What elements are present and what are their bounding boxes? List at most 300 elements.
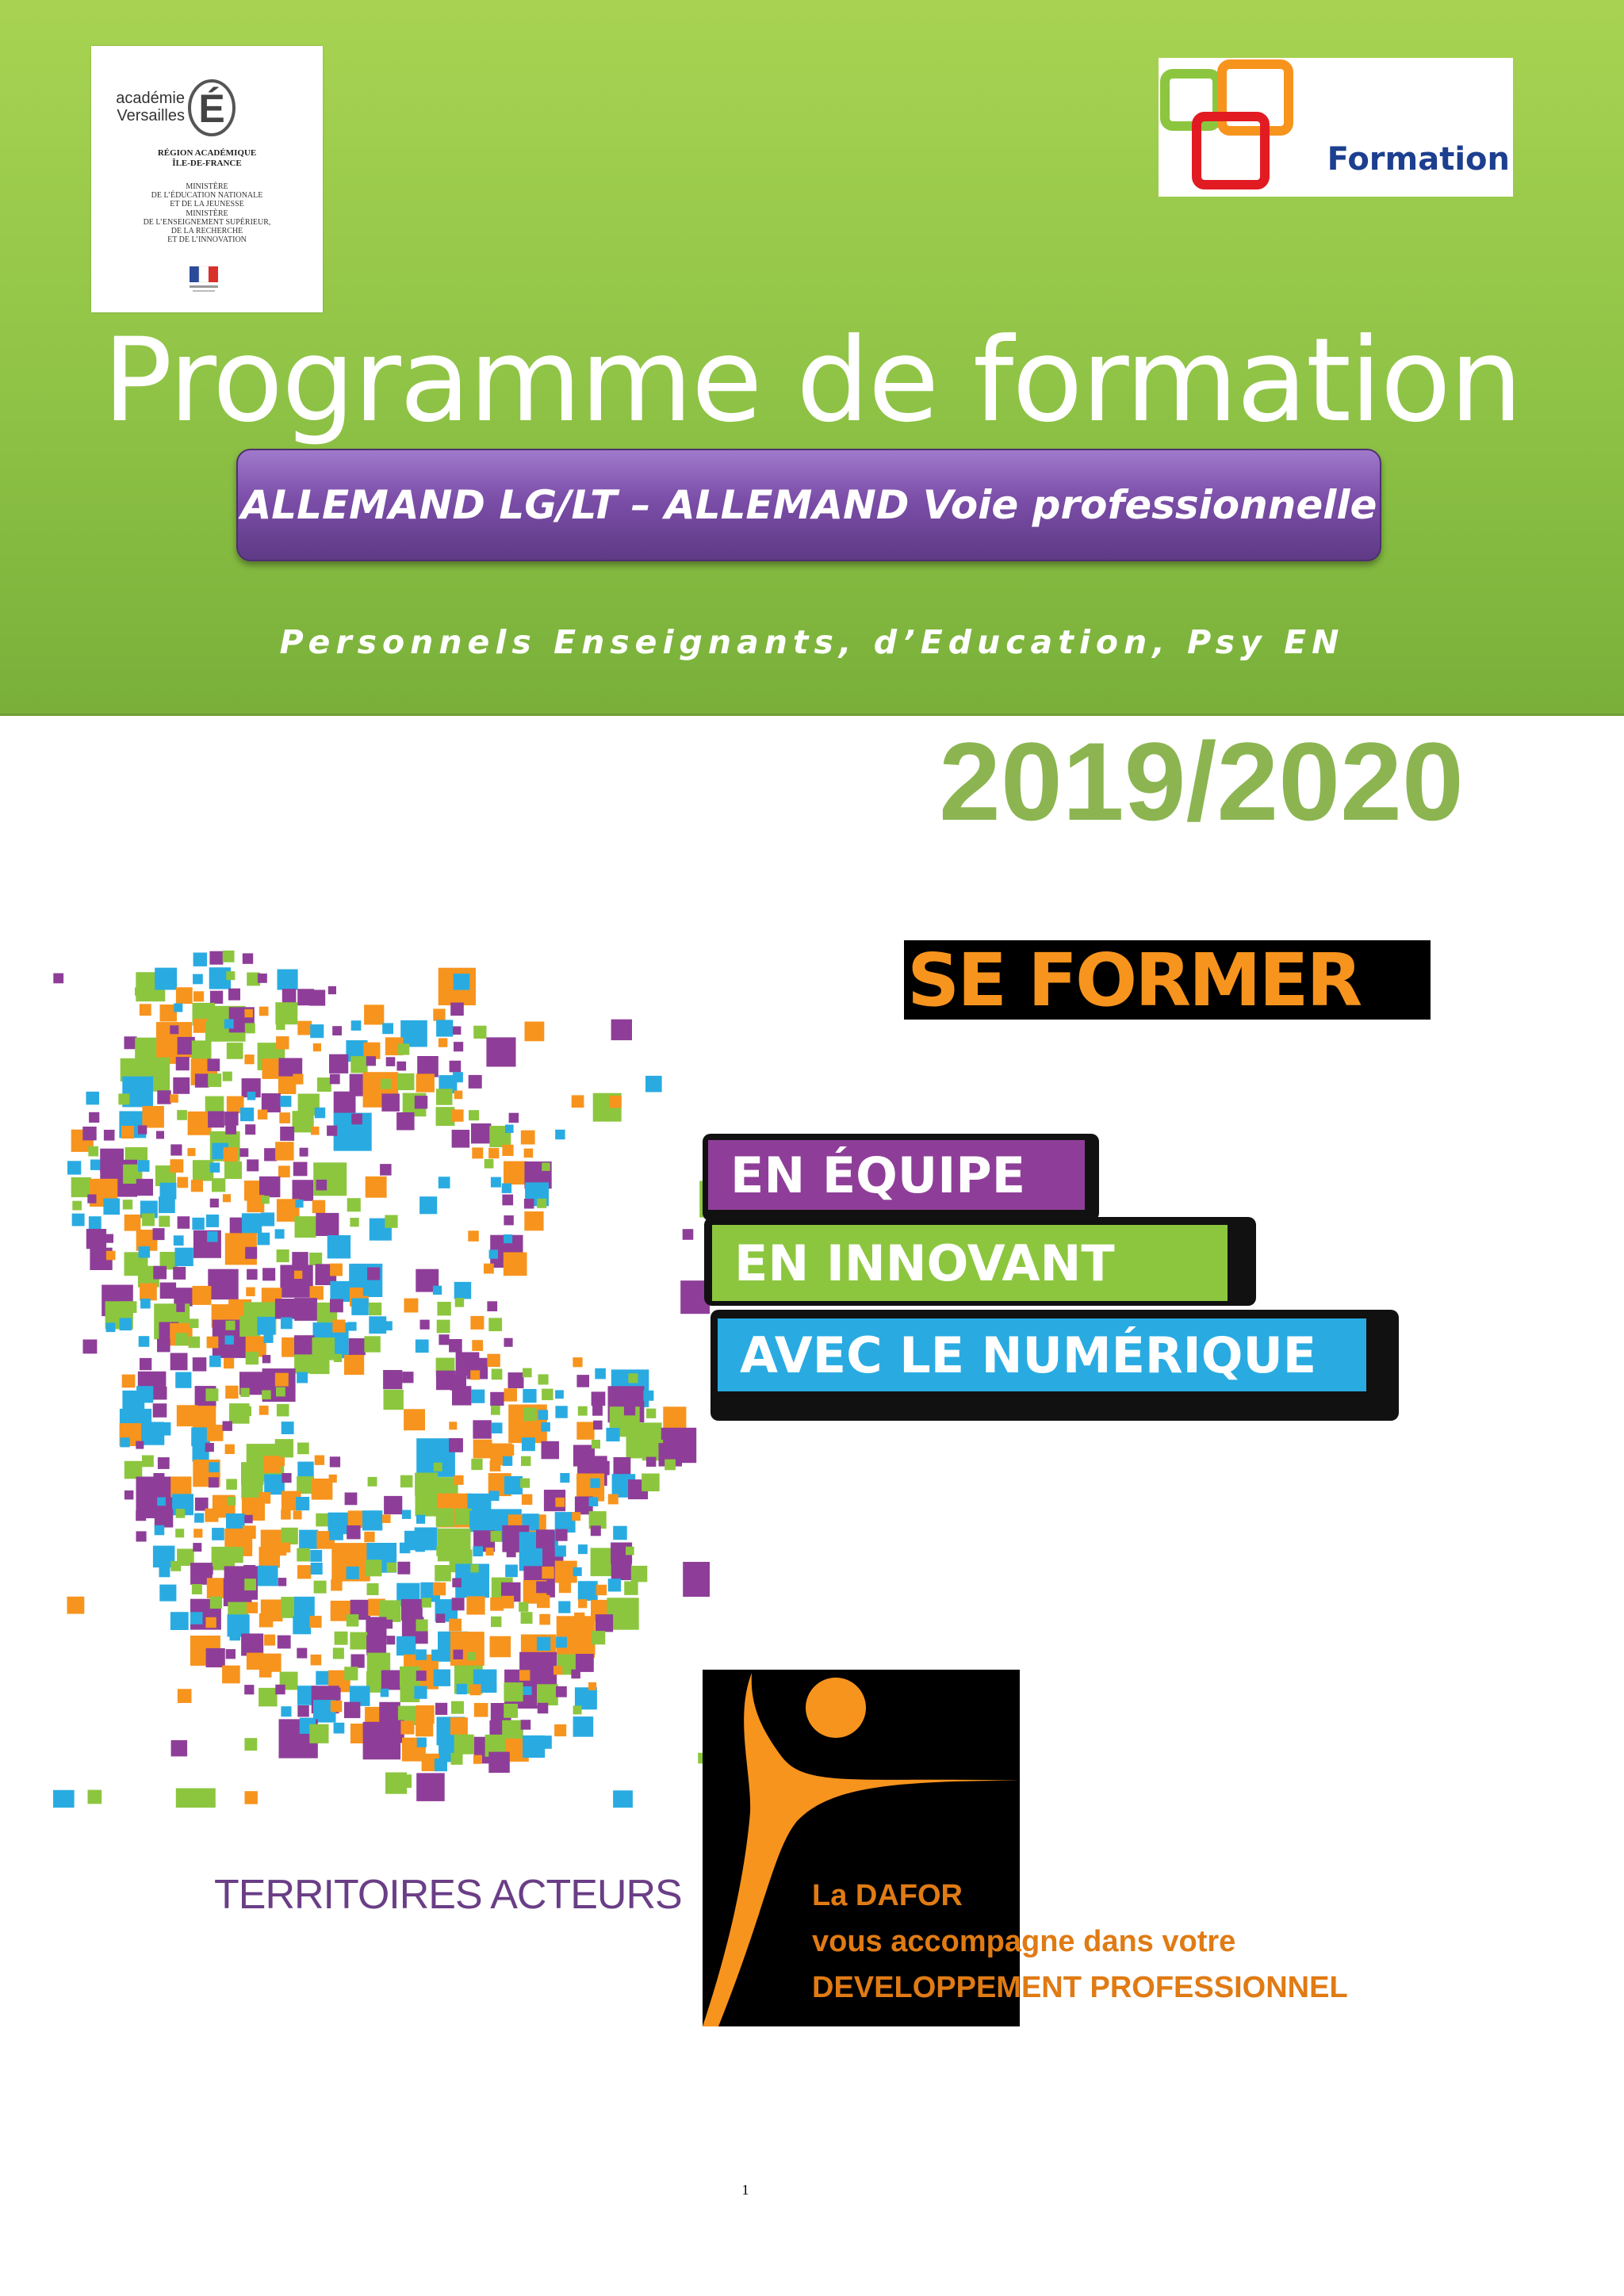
mosaic-square xyxy=(537,1595,550,1608)
mosaic-square xyxy=(452,1578,462,1588)
mosaic-square xyxy=(103,1199,120,1215)
mosaic-square xyxy=(135,1038,156,1059)
mosaic-square xyxy=(299,1530,318,1549)
mosaic-square xyxy=(608,1494,619,1505)
mosaic-square xyxy=(537,1199,546,1208)
mosaic-square xyxy=(176,987,193,1004)
mosaic-square xyxy=(264,1635,275,1646)
mosaic-square xyxy=(350,1632,367,1650)
mosaic-square xyxy=(416,1670,427,1681)
mosaic-square xyxy=(153,1473,164,1484)
mosaic-square xyxy=(400,1721,414,1735)
mosaic-square xyxy=(416,1620,428,1632)
mosaic-square xyxy=(136,1531,147,1541)
mosaic-square xyxy=(455,1298,465,1307)
mosaic-square xyxy=(297,1443,309,1455)
mosaic-square xyxy=(402,1372,413,1383)
mosaic-square xyxy=(259,1492,271,1504)
mosaic-square xyxy=(282,1422,294,1434)
mosaic-square xyxy=(246,1288,255,1296)
mosaic-square xyxy=(439,1334,449,1345)
mosaic-square xyxy=(473,1546,483,1556)
mosaic-square xyxy=(554,1724,566,1736)
logo-ministry-6: DE LA RECHERCHE xyxy=(170,227,243,235)
mosaic-square xyxy=(275,1439,293,1457)
page-number: 1 xyxy=(741,2182,749,2198)
mosaic-square xyxy=(118,1288,128,1298)
mosaic-square xyxy=(210,1199,219,1207)
mosaic-square xyxy=(344,1131,352,1138)
mosaic-square xyxy=(524,1211,543,1230)
mosaic-square xyxy=(397,1562,410,1575)
mosaic-square xyxy=(205,1388,218,1401)
mosaic-square xyxy=(223,1072,232,1081)
mosaic-square xyxy=(329,1054,348,1073)
mosaic-square xyxy=(297,1548,310,1562)
mosaic-square xyxy=(524,1149,534,1158)
mosaic-square xyxy=(452,1130,470,1148)
mosaic-square xyxy=(538,1410,549,1420)
mosaic-square xyxy=(192,1218,204,1230)
mosaic-square xyxy=(297,1021,312,1035)
mosaic-square xyxy=(449,1339,462,1353)
mosaic-square xyxy=(347,1198,361,1211)
mosaic-square xyxy=(297,1565,311,1578)
mosaic-square xyxy=(349,1338,366,1355)
mosaic-square xyxy=(489,1490,500,1501)
mosaic-square xyxy=(555,1545,566,1556)
mosaic-square xyxy=(124,1461,143,1479)
mosaic-square xyxy=(491,1406,500,1415)
mosaic-square xyxy=(280,1265,312,1298)
mosaic-square xyxy=(330,1281,350,1302)
mosaic-square xyxy=(415,1473,438,1496)
mosaic-square xyxy=(382,1514,391,1523)
mosaic-square xyxy=(490,1392,504,1406)
mosaic-square xyxy=(436,1547,446,1556)
mosaic-square xyxy=(350,1218,358,1226)
mosaic-square xyxy=(485,1159,494,1169)
mosaic-square xyxy=(193,953,207,966)
mosaic-square xyxy=(521,1131,535,1145)
mosaic-square xyxy=(176,1509,186,1518)
mosaic-square xyxy=(175,1333,188,1345)
mosaic-square xyxy=(439,1038,447,1047)
mosaic-square xyxy=(240,1388,249,1397)
mosaic-square xyxy=(171,1740,188,1757)
mosaic-square xyxy=(208,1269,238,1299)
mosaic-square xyxy=(247,1159,259,1171)
mosaic-square xyxy=(683,1562,710,1597)
mosaic-square xyxy=(542,1567,553,1578)
mosaic-square xyxy=(157,1090,170,1104)
mosaic-square xyxy=(451,1109,463,1121)
mosaic-square xyxy=(278,1636,291,1649)
mosaic-square xyxy=(419,1196,437,1214)
mosaic-square xyxy=(396,1112,414,1131)
mosaic-square xyxy=(258,1110,267,1119)
territoires-mosaic-map xyxy=(44,928,710,1808)
mosaic-square xyxy=(397,1073,414,1090)
mosaic-square xyxy=(89,1216,102,1229)
mosaic-square xyxy=(242,1213,262,1233)
mosaic-square xyxy=(106,1322,116,1332)
mosaic-square xyxy=(420,1320,430,1330)
mosaic-square xyxy=(383,1370,402,1389)
mosaic-square xyxy=(173,1077,190,1094)
mosaic-square xyxy=(509,1113,519,1123)
mosaic-square xyxy=(437,1302,450,1315)
mosaic-square xyxy=(142,1214,155,1226)
mosaic-square xyxy=(490,1636,511,1658)
mosaic-square xyxy=(293,1510,302,1519)
mosaic-square xyxy=(596,1614,613,1632)
mosaic-square xyxy=(525,1022,545,1042)
logo-region-1: RÉGION ACADÉMIQUE xyxy=(157,148,257,158)
mosaic-square xyxy=(431,1650,442,1661)
logo-ministry-7: ET DE L’INNOVATION xyxy=(167,235,247,244)
mosaic-square xyxy=(241,1633,263,1655)
mosaic-square xyxy=(384,1390,404,1410)
mosaic-square xyxy=(205,1443,214,1452)
mosaic-square xyxy=(436,1508,454,1526)
mosaic-square xyxy=(317,1077,331,1092)
mosaic-square xyxy=(282,1473,291,1483)
mosaic-square xyxy=(416,1340,429,1353)
mosaic-square xyxy=(331,1579,342,1590)
mosaic-square xyxy=(523,1408,537,1422)
mosaic-square xyxy=(67,1161,81,1174)
mosaic-square xyxy=(439,1177,450,1188)
mosaic-square xyxy=(282,1528,298,1544)
mosaic-square xyxy=(124,1036,137,1049)
mosaic-square xyxy=(261,1212,274,1226)
mosaic-square xyxy=(159,1216,170,1227)
logo-ministry-5: DE L’ENSEIGNEMENT SUPÉRIEUR, xyxy=(143,218,271,227)
mosaic-square xyxy=(558,1601,570,1613)
mosaic-square xyxy=(573,1705,582,1714)
tag-avec-le-numerique: AVEC LE NUMÉRIQUE xyxy=(718,1318,1366,1391)
mosaic-square xyxy=(576,1375,589,1387)
mosaic-square xyxy=(366,1177,387,1198)
mosaic-square xyxy=(347,1525,360,1539)
mosaic-square xyxy=(140,1284,157,1301)
mosaic-square xyxy=(347,1567,359,1579)
mosaic-square xyxy=(153,1266,167,1280)
mosaic-square xyxy=(257,1317,275,1335)
mosaic-square xyxy=(364,1532,374,1542)
mosaic-square xyxy=(380,1164,392,1176)
mosaic-square xyxy=(521,1720,531,1730)
mosaic-square xyxy=(606,1428,619,1441)
mosaic-square xyxy=(519,1670,530,1680)
mosaic-square xyxy=(277,1249,289,1262)
mosaic-square xyxy=(450,1717,468,1735)
mosaic-square xyxy=(170,1144,182,1155)
mosaic-square xyxy=(294,1298,317,1321)
mosaic-square xyxy=(245,1124,255,1135)
mosaic-square xyxy=(281,1706,291,1716)
mosaic-square xyxy=(155,968,177,990)
mosaic-square xyxy=(596,1461,610,1475)
mosaic-square xyxy=(504,1253,527,1276)
mosaic-square xyxy=(484,1264,494,1274)
mosaic-square xyxy=(453,1072,463,1082)
mosaic-square xyxy=(276,1021,285,1030)
mosaic-square xyxy=(454,1091,463,1100)
mosaic-square xyxy=(245,1791,258,1804)
mosaic-square xyxy=(155,1525,165,1536)
mosaic-square xyxy=(387,1563,397,1573)
mosaic-square xyxy=(472,1340,483,1351)
logo-academie-letter: É xyxy=(198,86,225,131)
dafor-line-2: vous accompagne dans votre xyxy=(812,1925,1236,1958)
mosaic-square xyxy=(193,974,203,985)
mosaic-square xyxy=(538,1703,549,1714)
mosaic-square xyxy=(435,1565,451,1582)
mosaic-square xyxy=(416,1515,425,1524)
mosaic-square xyxy=(89,1112,99,1123)
mosaic-square xyxy=(158,1457,170,1469)
logo-ministry-4: MINISTÈRE xyxy=(186,209,228,218)
mosaic-square xyxy=(351,1020,362,1031)
mosaic-square xyxy=(487,1301,497,1311)
mosaic-square xyxy=(624,1582,638,1595)
mosaic-square xyxy=(489,1249,498,1258)
mosaic-square xyxy=(293,1617,311,1635)
mosaic-square xyxy=(578,1599,587,1608)
mosaic-square xyxy=(416,1719,433,1736)
mosaic-square xyxy=(226,1479,237,1490)
mosaic-square xyxy=(225,1336,234,1345)
mosaic-square xyxy=(191,1180,203,1192)
mosaic-square xyxy=(350,1056,367,1073)
mosaic-square xyxy=(542,1162,550,1171)
mosaic-square xyxy=(247,1269,258,1280)
mosaic-square xyxy=(226,1649,236,1659)
mosaic-square xyxy=(212,1178,225,1192)
mosaic-square xyxy=(259,1547,281,1568)
mosaic-square xyxy=(576,1654,594,1672)
mosaic-square xyxy=(124,1490,134,1500)
mosaic-square xyxy=(416,1542,425,1552)
mosaic-square xyxy=(193,1543,201,1552)
mosaic-square xyxy=(242,1406,251,1416)
mosaic-square xyxy=(591,1525,601,1536)
mosaic-square xyxy=(454,974,470,990)
mosaic-square xyxy=(53,974,63,984)
mosaic-square xyxy=(521,1456,530,1466)
mosaic-square xyxy=(449,1619,462,1632)
mosaic-square xyxy=(281,1510,291,1520)
header-banner xyxy=(0,0,1624,716)
mosaic-square xyxy=(486,1037,515,1066)
mosaic-square xyxy=(275,1299,296,1319)
mosaic-square xyxy=(468,1652,476,1660)
mosaic-square xyxy=(230,1630,241,1641)
mosaic-square xyxy=(227,1497,236,1506)
mosaic-square xyxy=(206,1648,225,1667)
mosaic-square xyxy=(159,1585,176,1601)
mosaic-square xyxy=(416,1632,428,1644)
mosaic-square xyxy=(223,951,235,962)
mosaic-square xyxy=(247,1602,258,1613)
mosaic-square xyxy=(452,1598,465,1610)
mosaic-square xyxy=(454,1650,463,1659)
formation-logo-label: Formation xyxy=(1327,141,1510,178)
academie-versailles-logo xyxy=(91,46,323,312)
mosaic-square xyxy=(628,1373,638,1383)
mosaic-square xyxy=(556,1637,567,1648)
mosaic-square xyxy=(555,1498,565,1507)
mosaic-square xyxy=(624,1387,633,1396)
mosaic-square xyxy=(297,1462,313,1478)
mosaic-square xyxy=(381,1093,400,1112)
mosaic-square xyxy=(174,1004,182,1012)
mosaic-square xyxy=(297,1705,309,1717)
dafor-tagline xyxy=(812,1873,1348,2011)
mosaic-square xyxy=(208,1112,224,1128)
mosaic-square xyxy=(316,1513,329,1527)
mosaic-square xyxy=(297,1372,308,1383)
mosaic-square xyxy=(193,1357,206,1372)
mosaic-square xyxy=(226,971,235,980)
mosaic-square xyxy=(572,1512,580,1521)
mosaic-square xyxy=(258,974,267,983)
mosaic-square xyxy=(435,1758,447,1771)
mosaic-square xyxy=(330,1456,340,1467)
mosaic-square xyxy=(471,1123,491,1143)
mosaic-square xyxy=(210,1162,220,1173)
mosaic-square xyxy=(595,1368,606,1380)
mosaic-square xyxy=(473,1755,482,1764)
mosaic-square xyxy=(316,1671,330,1686)
mosaic-square xyxy=(259,1613,274,1628)
mosaic-square xyxy=(351,1655,365,1668)
mosaic-square xyxy=(188,1112,212,1135)
mosaic-square xyxy=(473,1440,492,1459)
mosaic-square xyxy=(228,1547,243,1563)
mosaic-square xyxy=(385,1215,397,1228)
mosaic-square xyxy=(398,1043,409,1054)
mosaic-square xyxy=(207,1231,217,1242)
mosaic-square xyxy=(264,1148,277,1161)
mosaic-square xyxy=(192,1584,202,1594)
mosaic-square xyxy=(347,1614,359,1627)
mosaic-square xyxy=(315,1456,324,1465)
mosaic-square xyxy=(309,1253,322,1265)
mosaic-square xyxy=(469,1510,491,1532)
mosaic-square xyxy=(205,1509,218,1522)
mosaic-square xyxy=(415,1096,427,1108)
mosaic-square xyxy=(240,1108,254,1121)
mosaic-square xyxy=(294,1597,315,1617)
mosaic-square xyxy=(247,1092,256,1100)
mosaic-square xyxy=(83,1340,98,1354)
mosaic-square xyxy=(520,1479,530,1488)
mosaic-square xyxy=(86,1092,100,1105)
mosaic-square xyxy=(522,1550,540,1568)
mosaic-square xyxy=(275,1229,285,1238)
mosaic-square xyxy=(560,1473,569,1483)
mosaic-square xyxy=(222,1666,240,1684)
mosaic-square xyxy=(609,1096,621,1108)
mosaic-square xyxy=(386,1636,395,1644)
mosaic-square xyxy=(434,1463,442,1471)
logo-region-2: ÎLE-DE-FRANCE xyxy=(172,159,242,168)
mosaic-square xyxy=(488,1148,499,1158)
mosaic-square xyxy=(205,1021,225,1041)
mosaic-square xyxy=(153,1228,165,1240)
mosaic-square xyxy=(244,1738,257,1751)
mosaic-square xyxy=(383,1321,393,1330)
mosaic-square xyxy=(384,1739,395,1750)
mosaic-square xyxy=(368,1477,377,1487)
mosaic-square xyxy=(502,1195,513,1206)
mosaic-square xyxy=(262,1391,271,1400)
tag-en-equipe: EN ÉQUIPE xyxy=(708,1140,1085,1210)
french-flag-icon xyxy=(190,266,218,292)
mosaic-square xyxy=(330,1299,343,1313)
mosaic-square xyxy=(258,1566,278,1586)
mosaic-square xyxy=(72,1201,82,1211)
mosaic-square xyxy=(504,1476,523,1494)
mosaic-square xyxy=(225,1123,236,1135)
mosaic-square xyxy=(315,1108,325,1118)
mosaic-square xyxy=(310,1024,324,1038)
mosaic-square xyxy=(278,970,298,990)
mosaic-square xyxy=(209,1356,221,1368)
mosaic-square xyxy=(245,1023,255,1033)
mosaic-square xyxy=(316,1180,327,1191)
mosaic-square xyxy=(259,1688,278,1707)
mosaic-square xyxy=(281,1543,291,1553)
mosaic-square xyxy=(244,1685,254,1694)
mosaic-square xyxy=(226,1321,236,1330)
mosaic-square xyxy=(176,1303,185,1312)
mosaic-square xyxy=(210,991,223,1004)
mosaic-square xyxy=(523,1368,532,1378)
mosaic-square xyxy=(400,1543,411,1554)
mosaic-square xyxy=(160,1283,176,1299)
mosaic-square xyxy=(334,1092,356,1114)
mosaic-square xyxy=(313,1162,347,1196)
mosaic-square xyxy=(312,1200,326,1214)
mosaic-square xyxy=(503,1456,512,1466)
mosaic-square xyxy=(578,1581,598,1601)
mosaic-square xyxy=(140,1299,151,1309)
mosaic-square xyxy=(316,1213,339,1236)
mosaic-square xyxy=(505,1125,514,1134)
mosaic-square xyxy=(596,1585,607,1595)
mosaic-square xyxy=(227,1043,243,1059)
mosaic-square xyxy=(224,1358,234,1368)
dafor-line-1: La DAFOR xyxy=(812,1879,963,1912)
mosaic-square xyxy=(243,1565,255,1577)
mosaic-square xyxy=(590,1479,599,1488)
school-year: 2019/2020 xyxy=(939,719,1464,844)
mosaic-square xyxy=(86,1229,106,1249)
mosaic-square xyxy=(309,990,325,1006)
mosaic-square xyxy=(335,1632,348,1645)
mosaic-square xyxy=(367,1738,386,1757)
mosaic-square xyxy=(120,1318,132,1330)
mosaic-square xyxy=(310,1616,322,1628)
mosaic-square xyxy=(457,1684,467,1694)
mosaic-square xyxy=(224,1020,234,1029)
mosaic-square xyxy=(504,1234,512,1243)
mosaic-square xyxy=(175,1248,193,1266)
